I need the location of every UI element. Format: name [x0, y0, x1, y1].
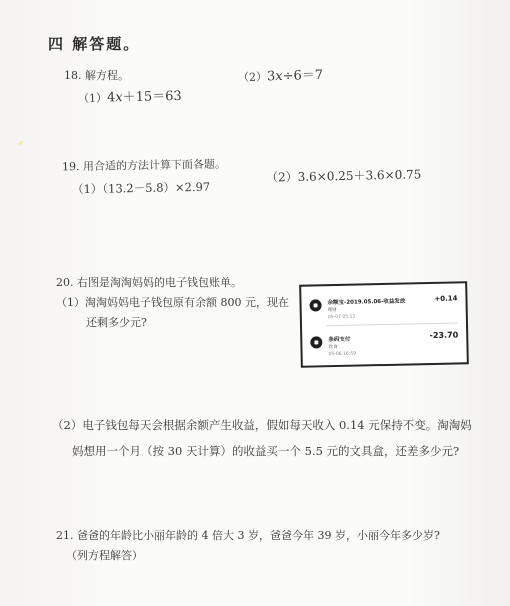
bill-entry-name: 条码支付 — [328, 336, 351, 344]
question-20-part-2-line-2: 妈想用一个月（按 30 天计算）的收益买一个 5.5 元的文具盒，还差多少元? — [72, 444, 460, 458]
variable: x — [115, 90, 123, 106]
bill-entry-name: 余额宝-2019.05.06-收益发放 — [327, 298, 406, 307]
question-20-label: 20. 右图是淘淘妈妈的电子钱包账单。 — [56, 276, 242, 289]
bill-entry-2 — [310, 330, 459, 359]
question-19-part-2: （2）3.6×0.25＋3.6×0.75 — [265, 167, 422, 185]
section-title: 四 解答题。 — [48, 35, 141, 53]
wallet-icon — [309, 299, 321, 311]
paper-mark — [18, 141, 23, 146]
question-20-part-1-line-2: 还剩多少元? — [86, 316, 147, 329]
question-18-part-1 — [78, 90, 182, 105]
question-20-part-1-line-1: （1）淘淘妈妈电子钱包原有余额 800 元，现在 — [56, 296, 289, 309]
bill-entry-1 — [309, 293, 458, 322]
bill-entry-category: 饮食 — [328, 344, 338, 351]
question-18-label: 18. 解方程。 — [64, 69, 129, 82]
coefficient: 3 — [266, 69, 276, 85]
bill-entry-amount: +0.14 — [434, 294, 458, 303]
wallet-bill-receipt — [299, 281, 469, 368]
bill-entry-amount: -23.70 — [429, 330, 459, 341]
question-19-label: 19. 用合适的方法计算下面各题。 — [61, 157, 227, 174]
equation-rest: ÷6＝7 — [282, 67, 324, 84]
question-20-part-2-line-1: （2）电子钱包每天会根据余额产生收益，假如每天收入 0.14 元保持不变。淘淘妈 — [52, 418, 472, 432]
question-21-label: 21. 爸爸的年龄比小丽年龄的 4 倍大 3 岁，爸爸今年 39 岁，小丽今年多少岁? — [56, 529, 440, 542]
question-21-note: （列方程解答） — [66, 549, 143, 562]
equation-rest: ＋15＝63 — [122, 88, 182, 106]
bill-entry-category: 理财 — [327, 307, 337, 314]
variable: x — [275, 68, 283, 85]
part-label: （2） — [237, 70, 268, 85]
question-18-part-2 — [238, 69, 323, 84]
part-label: （1） — [77, 91, 108, 106]
coefficient: 4 — [106, 90, 116, 106]
bill-entry-time: 05-07 05:13 — [327, 314, 356, 321]
bill-divider — [326, 322, 458, 326]
bill-entry-time: 05-06 16:59 — [328, 351, 357, 358]
shop-icon — [310, 336, 322, 348]
question-19-part-1: （1）（13.2－5.8）×2.97 — [71, 179, 211, 197]
